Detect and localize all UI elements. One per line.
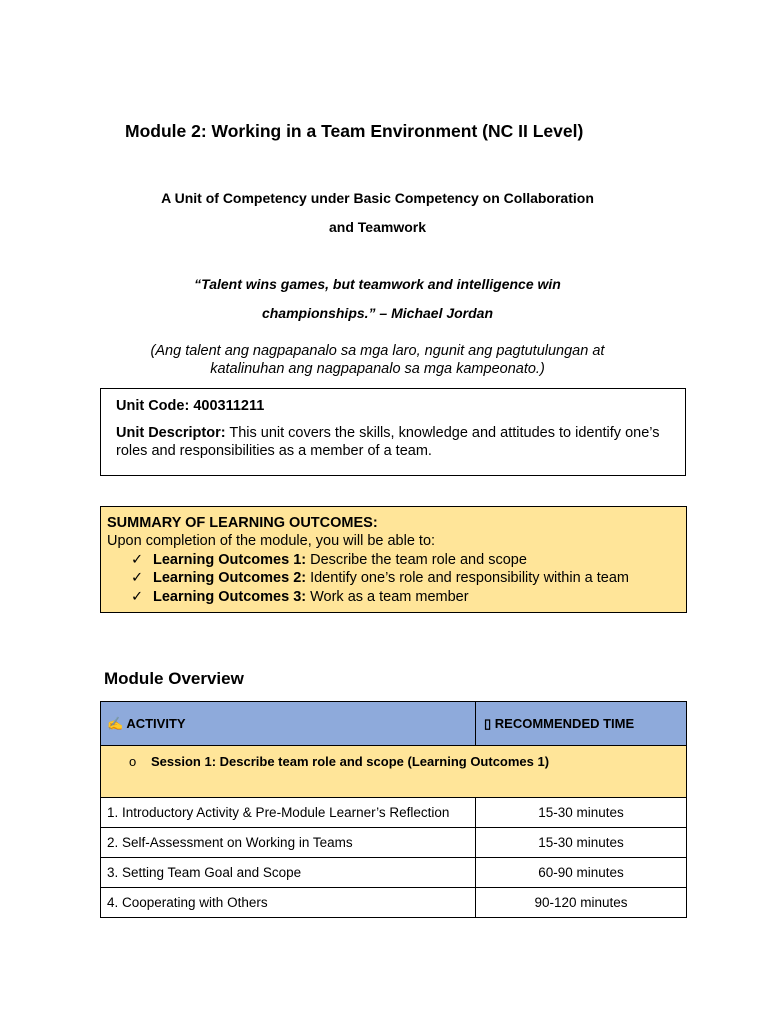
subtitle-line-2: and Teamwork xyxy=(329,219,426,235)
subtitle-line-1: A Unit of Competency under Basic Competency on Collaboration xyxy=(161,190,594,206)
outcome-item xyxy=(131,588,680,606)
table-header-row xyxy=(101,702,687,746)
time-cell: 15-30 minutes xyxy=(476,798,687,828)
time-cell: 15-30 minutes xyxy=(476,828,687,858)
unit-descriptor-label: Unit Descriptor: xyxy=(116,425,226,441)
quote xyxy=(100,270,655,328)
session-bullet-icon: o xyxy=(129,754,137,769)
outcome-label: Learning Outcomes 1: xyxy=(153,551,307,568)
unit-info-box xyxy=(100,388,686,476)
outcome-text: Describe the team role and scope xyxy=(310,551,527,568)
session-cell xyxy=(101,746,687,798)
outcome-text: Work as a team member xyxy=(310,588,469,605)
translation-line-1: (Ang talent ang nagpapanalo sa mga laro, ngunit ang pagtutulungan at xyxy=(150,343,605,359)
outcomes-list xyxy=(107,551,680,606)
quote-line-1: “Talent wins games, but teamwork and intelligence win xyxy=(194,276,561,292)
checkmark-icon: ✓ xyxy=(131,588,144,605)
table-row xyxy=(101,858,687,888)
checkmark-icon: ✓ xyxy=(131,570,144,587)
table-row xyxy=(101,798,687,828)
activity-column-header xyxy=(101,702,476,746)
unit-code: Unit Code: 400311211 xyxy=(116,398,265,414)
time-cell: 60-90 minutes xyxy=(476,858,687,888)
outcomes-heading: SUMMARY OF LEARNING OUTCOMES: xyxy=(107,515,378,531)
activity-header-label: ACTIVITY xyxy=(126,715,186,731)
learning-outcomes-box xyxy=(100,506,687,613)
module-overview-title: Module Overview xyxy=(104,669,244,688)
quote-line-2: championships.” – Michael Jordan xyxy=(261,305,494,321)
table-row xyxy=(101,888,687,918)
time-header-label: RECOMMENDED TIME xyxy=(494,715,635,731)
unit-subtitle xyxy=(100,184,655,242)
outcomes-intro: Upon completion of the module, you will be able to: xyxy=(107,533,436,550)
outcome-text: Identify one’s role and responsibility within a team xyxy=(310,570,630,587)
time-cell: 90-120 minutes xyxy=(476,888,687,918)
outcome-label: Learning Outcomes 3: xyxy=(153,588,307,605)
outcome-label: Learning Outcomes 2: xyxy=(153,570,307,587)
activity-cell: 2. Self-Assessment on Working in Teams xyxy=(101,828,476,858)
activity-cell: 4. Cooperating with Others xyxy=(101,888,476,918)
module-title: Module 2: Working in a Team Environment (NC II Level) xyxy=(125,121,584,141)
outcome-item xyxy=(131,551,680,569)
session-label: Session 1: Describe team role and scope (Learning Outcomes 1) xyxy=(151,754,550,769)
checkmark-icon: ✓ xyxy=(131,551,144,568)
clock-icon: ▯ xyxy=(484,715,492,731)
writing-hand-icon: ✍ xyxy=(107,715,124,731)
unit-descriptor xyxy=(116,424,670,460)
session-row xyxy=(101,746,687,798)
module-overview-table xyxy=(100,701,687,918)
time-column-header xyxy=(476,702,687,746)
quote-translation xyxy=(100,342,655,378)
translation-line-2: katalinuhan ang nagpapanalo sa mga kampeonato.) xyxy=(210,361,545,377)
table-row xyxy=(101,828,687,858)
activity-cell: 1. Introductory Activity & Pre-Module Learner’s Reflection xyxy=(101,798,476,828)
unit-descriptor-text: This unit covers the skills, knowledge and attitudes to identify one’s roles and responsibilities as a member of a team. xyxy=(116,425,660,459)
outcome-item xyxy=(131,569,680,587)
activity-cell: 3. Setting Team Goal and Scope xyxy=(101,858,476,888)
